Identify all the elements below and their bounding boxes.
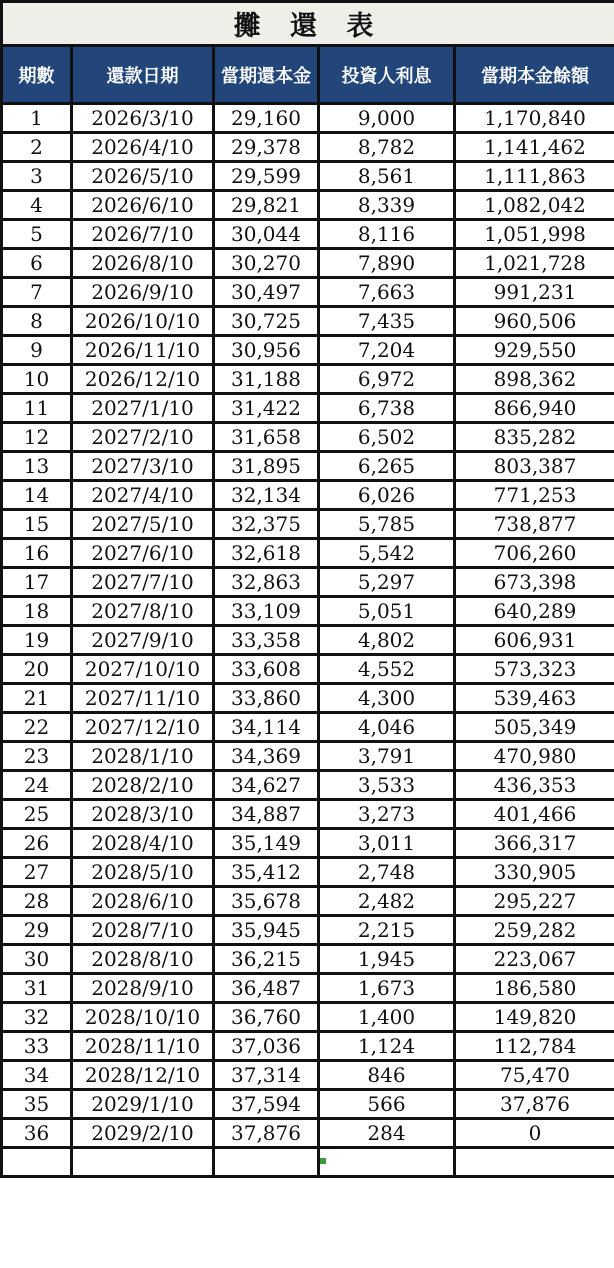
remaining-principal-cell[interactable]: 366,317 — [455, 829, 614, 858]
payment-date-cell[interactable]: 2028/2/10 — [72, 771, 214, 800]
principal-paid-cell[interactable]: 37,594 — [214, 1090, 319, 1119]
table-row — [2, 452, 614, 481]
table-row — [2, 423, 614, 452]
payment-date-cell[interactable]: 2028/9/10 — [72, 974, 214, 1003]
payment-date-cell[interactable]: 2028/12/10 — [72, 1061, 214, 1090]
investor-interest-cell[interactable]: 1,945 — [319, 945, 455, 974]
remaining-principal-cell[interactable]: 1,170,840 — [455, 104, 614, 133]
payment-date-cell[interactable]: 2028/5/10 — [72, 858, 214, 887]
payment-date-cell[interactable]: 2027/11/10 — [72, 684, 214, 713]
remaining-principal-cell[interactable]: 898,362 — [455, 365, 614, 394]
payment-date-cell[interactable]: 2026/4/10 — [72, 133, 214, 162]
cell-marker-icon — [320, 1158, 326, 1164]
remaining-principal-cell[interactable]: 606,931 — [455, 626, 614, 655]
remaining-principal-cell[interactable]: 1,051,998 — [455, 220, 614, 249]
column-header-remaining-principal: 當期本金餘額 — [455, 46, 614, 104]
period-cell[interactable]: 34 — [2, 1061, 72, 1090]
investor-interest-cell[interactable]: 566 — [319, 1090, 455, 1119]
table-row — [2, 365, 614, 394]
table-row — [2, 742, 614, 771]
investor-interest-cell[interactable]: 8,116 — [319, 220, 455, 249]
period-cell[interactable]: 10 — [2, 365, 72, 394]
period-cell[interactable]: 21 — [2, 684, 72, 713]
period-cell[interactable]: 36 — [2, 1119, 72, 1148]
payment-date-cell[interactable]: 2029/2/10 — [72, 1119, 214, 1148]
table-row — [2, 655, 614, 684]
investor-interest-cell[interactable]: 3,273 — [319, 800, 455, 829]
principal-paid-cell[interactable]: 30,956 — [214, 336, 319, 365]
payment-date-cell[interactable]: 2028/3/10 — [72, 800, 214, 829]
payment-date-cell[interactable]: 2027/6/10 — [72, 539, 214, 568]
payment-date-cell[interactable]: 2027/9/10 — [72, 626, 214, 655]
payment-date-cell[interactable]: 2028/10/10 — [72, 1003, 214, 1032]
period-cell[interactable]: 14 — [2, 481, 72, 510]
remaining-principal-cell[interactable]: 186,580 — [455, 974, 614, 1003]
investor-interest-cell[interactable]: 4,552 — [319, 655, 455, 684]
investor-interest-cell[interactable]: 284 — [319, 1119, 455, 1148]
table-row — [2, 684, 614, 713]
principal-paid-cell[interactable]: 33,860 — [214, 684, 319, 713]
empty-cell[interactable] — [214, 1148, 319, 1177]
investor-interest-cell[interactable]: 5,051 — [319, 597, 455, 626]
table-row — [2, 771, 614, 800]
investor-interest-cell[interactable]: 1,673 — [319, 974, 455, 1003]
principal-paid-cell[interactable]: 37,314 — [214, 1061, 319, 1090]
table-row — [2, 858, 614, 887]
table-row — [2, 945, 614, 974]
period-cell[interactable]: 3 — [2, 162, 72, 191]
column-header-investor-interest: 投資人利息 — [319, 46, 455, 104]
payment-date-cell[interactable]: 2026/3/10 — [72, 104, 214, 133]
table-row — [2, 539, 614, 568]
investor-interest-cell[interactable]: 8,782 — [319, 133, 455, 162]
principal-paid-cell[interactable]: 32,134 — [214, 481, 319, 510]
payment-date-cell[interactable]: 2028/11/10 — [72, 1032, 214, 1061]
payment-date-cell[interactable]: 2026/7/10 — [72, 220, 214, 249]
investor-interest-cell[interactable]: 6,502 — [319, 423, 455, 452]
investor-interest-cell[interactable]: 5,297 — [319, 568, 455, 597]
table-row — [2, 249, 614, 278]
table-row — [2, 191, 614, 220]
column-header-period: 期數 — [2, 46, 72, 104]
remaining-principal-cell[interactable]: 866,940 — [455, 394, 614, 423]
investor-interest-cell[interactable]: 6,972 — [319, 365, 455, 394]
period-cell[interactable]: 6 — [2, 249, 72, 278]
period-cell[interactable]: 12 — [2, 423, 72, 452]
period-cell[interactable]: 17 — [2, 568, 72, 597]
remaining-principal-cell[interactable]: 37,876 — [455, 1090, 614, 1119]
table-row — [2, 133, 614, 162]
table-row — [2, 800, 614, 829]
principal-paid-cell[interactable]: 31,658 — [214, 423, 319, 452]
investor-interest-cell[interactable]: 8,339 — [319, 191, 455, 220]
remaining-principal-cell[interactable]: 738,877 — [455, 510, 614, 539]
principal-paid-cell[interactable]: 34,627 — [214, 771, 319, 800]
payment-date-cell[interactable]: 2026/11/10 — [72, 336, 214, 365]
principal-paid-cell[interactable]: 30,044 — [214, 220, 319, 249]
period-cell[interactable]: 33 — [2, 1032, 72, 1061]
investor-interest-cell[interactable]: 6,265 — [319, 452, 455, 481]
payment-date-cell[interactable]: 2026/5/10 — [72, 162, 214, 191]
payment-date-cell[interactable]: 2027/3/10 — [72, 452, 214, 481]
period-cell[interactable]: 25 — [2, 800, 72, 829]
table-body — [2, 104, 614, 1177]
investor-interest-cell[interactable]: 8,561 — [319, 162, 455, 191]
principal-paid-cell[interactable]: 37,876 — [214, 1119, 319, 1148]
payment-date-cell[interactable]: 2027/1/10 — [72, 394, 214, 423]
table-row — [2, 278, 614, 307]
principal-paid-cell[interactable]: 30,497 — [214, 278, 319, 307]
table-row-empty — [2, 1148, 614, 1177]
principal-paid-cell[interactable]: 35,678 — [214, 887, 319, 916]
principal-paid-cell[interactable]: 30,270 — [214, 249, 319, 278]
table-row — [2, 162, 614, 191]
payment-date-cell[interactable]: 2026/12/10 — [72, 365, 214, 394]
remaining-principal-cell[interactable]: 1,021,728 — [455, 249, 614, 278]
investor-interest-cell[interactable]: 7,204 — [319, 336, 455, 365]
table-row — [2, 307, 614, 336]
table-row — [2, 1119, 614, 1148]
empty-cell[interactable] — [2, 1148, 72, 1177]
table-row — [2, 510, 614, 539]
principal-paid-cell[interactable]: 34,369 — [214, 742, 319, 771]
table-row — [2, 626, 614, 655]
investor-interest-cell[interactable]: 7,890 — [319, 249, 455, 278]
payment-date-cell[interactable]: 2028/4/10 — [72, 829, 214, 858]
principal-paid-cell[interactable]: 33,608 — [214, 655, 319, 684]
principal-paid-cell[interactable]: 31,895 — [214, 452, 319, 481]
header-row — [2, 46, 614, 104]
investor-interest-cell[interactable]: 4,046 — [319, 713, 455, 742]
period-cell[interactable]: 29 — [2, 916, 72, 945]
principal-paid-cell[interactable]: 35,149 — [214, 829, 319, 858]
principal-paid-cell[interactable]: 35,945 — [214, 916, 319, 945]
period-cell[interactable]: 31 — [2, 974, 72, 1003]
remaining-principal-cell[interactable]: 771,253 — [455, 481, 614, 510]
title-row — [2, 2, 614, 46]
investor-interest-cell[interactable]: 3,791 — [319, 742, 455, 771]
column-header-principal-paid: 當期還本金 — [214, 46, 319, 104]
principal-paid-cell[interactable]: 29,599 — [214, 162, 319, 191]
period-cell[interactable]: 26 — [2, 829, 72, 858]
principal-paid-cell[interactable]: 33,109 — [214, 597, 319, 626]
payment-date-cell[interactable]: 2027/2/10 — [72, 423, 214, 452]
period-cell[interactable]: 20 — [2, 655, 72, 684]
payment-date-cell[interactable]: 2026/8/10 — [72, 249, 214, 278]
table-row — [2, 1090, 614, 1119]
remaining-principal-cell[interactable]: 706,260 — [455, 539, 614, 568]
investor-interest-cell[interactable]: 6,026 — [319, 481, 455, 510]
principal-paid-cell[interactable]: 32,863 — [214, 568, 319, 597]
investor-interest-cell[interactable]: 2,482 — [319, 887, 455, 916]
table-row — [2, 597, 614, 626]
table-row — [2, 481, 614, 510]
payment-date-cell[interactable]: 2027/4/10 — [72, 481, 214, 510]
table-row — [2, 394, 614, 423]
period-cell[interactable]: 2 — [2, 133, 72, 162]
table-row — [2, 336, 614, 365]
remaining-principal-cell[interactable]: 573,323 — [455, 655, 614, 684]
table-row — [2, 887, 614, 916]
investor-interest-cell[interactable]: 5,785 — [319, 510, 455, 539]
payment-date-cell[interactable]: 2029/1/10 — [72, 1090, 214, 1119]
payment-date-cell[interactable]: 2028/8/10 — [72, 945, 214, 974]
period-cell[interactable]: 11 — [2, 394, 72, 423]
period-cell[interactable]: 13 — [2, 452, 72, 481]
remaining-principal-cell[interactable]: 991,231 — [455, 278, 614, 307]
investor-interest-cell[interactable]: 1,400 — [319, 1003, 455, 1032]
investor-interest-cell[interactable]: 5,542 — [319, 539, 455, 568]
remaining-principal-cell[interactable]: 149,820 — [455, 1003, 614, 1032]
payment-date-cell[interactable]: 2027/12/10 — [72, 713, 214, 742]
remaining-principal-cell[interactable]: 803,387 — [455, 452, 614, 481]
remaining-principal-cell[interactable]: 259,282 — [455, 916, 614, 945]
principal-paid-cell[interactable]: 36,487 — [214, 974, 319, 1003]
principal-paid-cell[interactable]: 33,358 — [214, 626, 319, 655]
period-cell[interactable]: 30 — [2, 945, 72, 974]
remaining-principal-cell[interactable]: 330,905 — [455, 858, 614, 887]
payment-date-cell[interactable]: 2028/6/10 — [72, 887, 214, 916]
remaining-principal-cell[interactable]: 0 — [455, 1119, 614, 1148]
table-row — [2, 104, 614, 133]
table-title: 攤 還 表 — [2, 2, 614, 46]
remaining-principal-cell[interactable]: 1,111,863 — [455, 162, 614, 191]
investor-interest-cell[interactable]: 6,738 — [319, 394, 455, 423]
investor-interest-cell[interactable]: 846 — [319, 1061, 455, 1090]
period-cell[interactable]: 18 — [2, 597, 72, 626]
remaining-principal-cell[interactable]: 929,550 — [455, 336, 614, 365]
remaining-principal-cell[interactable]: 295,227 — [455, 887, 614, 916]
principal-paid-cell[interactable]: 36,215 — [214, 945, 319, 974]
investor-interest-cell[interactable]: 7,435 — [319, 307, 455, 336]
principal-paid-cell[interactable]: 31,188 — [214, 365, 319, 394]
investor-interest-cell[interactable]: 4,802 — [319, 626, 455, 655]
empty-cell[interactable] — [319, 1148, 455, 1177]
principal-paid-cell[interactable]: 35,412 — [214, 858, 319, 887]
investor-interest-cell[interactable]: 4,300 — [319, 684, 455, 713]
remaining-principal-cell[interactable]: 470,980 — [455, 742, 614, 771]
remaining-principal-cell[interactable]: 1,082,042 — [455, 191, 614, 220]
remaining-principal-cell[interactable]: 112,784 — [455, 1032, 614, 1061]
payment-date-cell[interactable]: 2027/10/10 — [72, 655, 214, 684]
principal-paid-cell[interactable]: 37,036 — [214, 1032, 319, 1061]
remaining-principal-cell[interactable]: 673,398 — [455, 568, 614, 597]
column-header-payment-date: 還款日期 — [72, 46, 214, 104]
period-cell[interactable]: 16 — [2, 539, 72, 568]
period-cell[interactable]: 23 — [2, 742, 72, 771]
investor-interest-cell[interactable]: 1,124 — [319, 1032, 455, 1061]
remaining-principal-cell[interactable]: 1,141,462 — [455, 133, 614, 162]
period-cell[interactable]: 24 — [2, 771, 72, 800]
remaining-principal-cell[interactable]: 539,463 — [455, 684, 614, 713]
table-row — [2, 713, 614, 742]
remaining-principal-cell[interactable]: 640,289 — [455, 597, 614, 626]
period-cell[interactable]: 15 — [2, 510, 72, 539]
table-row — [2, 1003, 614, 1032]
payment-date-cell[interactable]: 2026/10/10 — [72, 307, 214, 336]
table-row — [2, 568, 614, 597]
principal-paid-cell[interactable]: 32,375 — [214, 510, 319, 539]
remaining-principal-cell[interactable]: 960,506 — [455, 307, 614, 336]
payment-date-cell[interactable]: 2026/6/10 — [72, 191, 214, 220]
principal-paid-cell[interactable]: 29,378 — [214, 133, 319, 162]
payment-date-cell[interactable]: 2026/9/10 — [72, 278, 214, 307]
investor-interest-cell[interactable]: 3,011 — [319, 829, 455, 858]
payment-date-cell[interactable]: 2027/5/10 — [72, 510, 214, 539]
payment-date-cell[interactable]: 2028/7/10 — [72, 916, 214, 945]
table-row — [2, 1032, 614, 1061]
principal-paid-cell[interactable]: 36,760 — [214, 1003, 319, 1032]
payment-date-cell[interactable]: 2027/8/10 — [72, 597, 214, 626]
period-cell[interactable]: 5 — [2, 220, 72, 249]
investor-interest-cell[interactable]: 9,000 — [319, 104, 455, 133]
table-row — [2, 829, 614, 858]
period-cell[interactable]: 8 — [2, 307, 72, 336]
investor-interest-cell[interactable]: 3,533 — [319, 771, 455, 800]
period-cell[interactable]: 32 — [2, 1003, 72, 1032]
period-cell[interactable]: 27 — [2, 858, 72, 887]
principal-paid-cell[interactable]: 31,422 — [214, 394, 319, 423]
principal-paid-cell[interactable]: 34,887 — [214, 800, 319, 829]
period-cell[interactable]: 7 — [2, 278, 72, 307]
payment-date-cell[interactable]: 2028/1/10 — [72, 742, 214, 771]
period-cell[interactable]: 28 — [2, 887, 72, 916]
remaining-principal-cell[interactable]: 75,470 — [455, 1061, 614, 1090]
period-cell[interactable]: 19 — [2, 626, 72, 655]
remaining-principal-cell[interactable]: 401,466 — [455, 800, 614, 829]
table-row — [2, 1061, 614, 1090]
period-cell[interactable]: 1 — [2, 104, 72, 133]
principal-paid-cell[interactable]: 30,725 — [214, 307, 319, 336]
principal-paid-cell[interactable]: 29,821 — [214, 191, 319, 220]
principal-paid-cell[interactable]: 34,114 — [214, 713, 319, 742]
remaining-principal-cell[interactable]: 505,349 — [455, 713, 614, 742]
investor-interest-cell[interactable]: 7,663 — [319, 278, 455, 307]
table-row — [2, 916, 614, 945]
payment-date-cell[interactable]: 2027/7/10 — [72, 568, 214, 597]
principal-paid-cell[interactable]: 29,160 — [214, 104, 319, 133]
period-cell[interactable]: 35 — [2, 1090, 72, 1119]
remaining-principal-cell[interactable]: 835,282 — [455, 423, 614, 452]
period-cell[interactable]: 4 — [2, 191, 72, 220]
table-row — [2, 220, 614, 249]
remaining-principal-cell[interactable]: 436,353 — [455, 771, 614, 800]
period-cell[interactable]: 22 — [2, 713, 72, 742]
remaining-principal-cell[interactable]: 223,067 — [455, 945, 614, 974]
investor-interest-cell[interactable]: 2,215 — [319, 916, 455, 945]
table-row — [2, 974, 614, 1003]
period-cell[interactable]: 9 — [2, 336, 72, 365]
investor-interest-cell[interactable]: 2,748 — [319, 858, 455, 887]
empty-cell[interactable] — [72, 1148, 214, 1177]
empty-cell[interactable] — [455, 1148, 614, 1177]
principal-paid-cell[interactable]: 32,618 — [214, 539, 319, 568]
